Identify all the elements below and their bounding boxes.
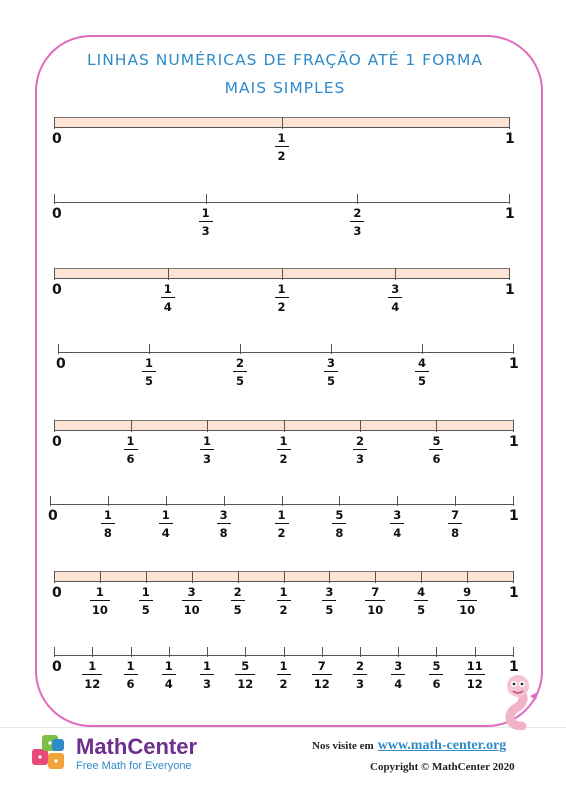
fraction-denominator: 10 [183,603,200,617]
number-line-tick [207,420,208,432]
fraction-denominator: 4 [393,526,402,540]
start-label: 0 [52,131,62,147]
fraction-label [447,585,487,617]
fraction-numerator: 2 [353,206,362,220]
fraction-denominator: 3 [202,452,211,466]
fraction-numerator: 1 [163,282,172,296]
number-line-tick [54,647,55,657]
fraction-denominator: 12 [313,677,330,691]
fraction-numerator: 4 [417,585,426,599]
number-line-tick [513,571,514,583]
number-line-tick [509,268,510,280]
fraction-denominator: 12 [237,677,254,691]
fraction-numerator: 2 [355,434,364,448]
number-line-tick [169,647,170,657]
fraction-denominator: 2 [277,300,286,314]
number-line-axis [58,352,513,353]
end-label: 1 [505,282,515,298]
fraction-bar [233,371,247,372]
fraction-denominator: 5 [144,374,153,388]
start-label: 0 [48,508,58,524]
end-label: 1 [509,434,519,450]
number-line-tick [54,194,55,204]
fraction-label [401,585,441,617]
fraction-label [264,434,304,466]
number-line-tick [282,117,283,129]
fraction-bar [365,600,385,601]
fraction-numerator: 1 [202,659,211,673]
number-line-tick [329,571,330,583]
number-line-tick [54,117,55,129]
fraction-numerator: 2 [355,659,364,673]
fraction-denominator: 12 [84,677,101,691]
fraction-bar [182,600,202,601]
fraction-denominator: 3 [353,224,362,238]
fraction-numerator: 1 [161,508,170,522]
number-line-tick [100,571,101,583]
end-label: 1 [509,585,519,601]
fraction-bar [275,297,289,298]
fraction-label [149,659,189,691]
fraction-label [264,659,304,691]
fraction-bar [448,523,462,524]
end-label: 1 [509,659,519,675]
number-line-tick [92,647,93,657]
number-line-tick [58,344,59,354]
number-line-tick [146,571,147,583]
copyright: Copyright © MathCenter 2020 [370,761,515,773]
fraction-denominator: 10 [367,603,384,617]
fraction-label [225,659,265,691]
fraction-label [375,282,415,314]
fraction-numerator: 5 [432,659,441,673]
number-line-tick [282,496,283,506]
fraction-numerator: 7 [317,659,326,673]
fraction-label [416,659,456,691]
fraction-bar [324,371,338,372]
number-line-tick [513,420,514,432]
fraction-bar [90,600,110,601]
fraction-numerator: 1 [279,659,288,673]
fraction-bar [391,674,405,675]
fraction-bar [465,674,485,675]
fraction-label [262,131,302,163]
fraction-bar [415,371,429,372]
fraction-denominator: 4 [394,677,403,691]
website-link[interactable]: www.math-center.org [377,738,507,753]
number-line-axis [54,202,509,203]
fraction-numerator: 3 [391,282,400,296]
fraction-label [148,282,188,314]
fraction-numerator: 5 [241,659,250,673]
fraction-denominator: 2 [279,603,288,617]
start-label: 0 [52,659,62,675]
fraction-denominator: 8 [335,526,344,540]
fraction-numerator: 1 [164,659,173,673]
fraction-denominator: 8 [103,526,112,540]
title-line-2: MAIS SIMPLES [224,79,346,97]
fraction-denominator: 2 [277,526,286,540]
number-line-tick [436,420,437,432]
fraction-bar [101,523,115,524]
start-label: 0 [52,282,62,298]
fraction-label [187,659,227,691]
number-line-tick [422,344,423,354]
end-label: 1 [509,508,519,524]
number-line-tick [284,571,285,583]
worm-mascot-icon [492,668,548,730]
fraction-denominator: 6 [126,677,135,691]
fraction-numerator: 2 [235,356,244,370]
fraction-bar [277,674,291,675]
number-line-tick [50,496,51,506]
fraction-bar [199,221,213,222]
fraction-bar [235,674,255,675]
fraction-label [378,659,418,691]
fraction-bar [159,523,173,524]
fraction-numerator: 3 [187,585,196,599]
fraction-numerator: 2 [233,585,242,599]
fraction-bar [200,674,214,675]
fraction-label [126,585,166,617]
fraction-label [218,585,258,617]
fraction-numerator: 3 [219,508,228,522]
fraction-label [111,659,151,691]
number-line-tick [207,647,208,657]
number-line-tick [513,647,514,657]
fraction-denominator: 5 [325,603,334,617]
number-line-tick [398,647,399,657]
fraction-denominator: 8 [451,526,460,540]
number-line-tick [360,647,361,657]
fraction-numerator: 3 [326,356,335,370]
number-line-tick [513,344,514,354]
fraction-numerator: 1 [126,434,135,448]
title-line-1: LINHAS NUMÉRICAS DE FRAÇÃO ATÉ 1 FORMA [86,51,484,69]
fraction-bar [322,600,336,601]
fraction-label [340,659,380,691]
fraction-bar [429,449,443,450]
fraction-label [435,508,475,540]
fraction-denominator: 3 [201,224,210,238]
fraction-label [262,508,302,540]
fraction-numerator: 1 [88,659,97,673]
end-label: 1 [509,356,519,372]
brand-name: MathCenter [76,734,198,759]
fraction-denominator: 5 [326,374,335,388]
start-label: 0 [52,206,62,222]
fraction-numerator: 7 [371,585,380,599]
fraction-numerator: 7 [451,508,460,522]
fraction-label [355,585,395,617]
fraction-denominator: 3 [355,452,364,466]
number-line-tick [284,647,285,657]
fraction-bar [353,674,367,675]
fraction-denominator: 6 [432,677,441,691]
fraction-bar [350,221,364,222]
number-line-tick [168,268,169,280]
fraction-bar [142,371,156,372]
fraction-bar [124,674,138,675]
number-line-tick [509,117,510,129]
fraction-bar [161,297,175,298]
number-line-tick [224,496,225,506]
fraction-denominator: 6 [432,452,441,466]
fraction-numerator: 3 [394,659,403,673]
fraction-denominator: 2 [279,677,288,691]
number-line-tick [131,420,132,432]
fraction-label [311,356,351,388]
end-label: 1 [505,131,515,147]
fraction-label [264,585,304,617]
number-line-tick [149,344,150,354]
number-line-tick [192,571,193,583]
fraction-denominator: 8 [219,526,228,540]
start-label: 0 [52,585,62,601]
fraction-label [172,585,212,617]
fraction-numerator: 3 [393,508,402,522]
fraction-numerator: 3 [325,585,334,599]
fraction-numerator: 1 [95,585,104,599]
fraction-numerator: 1 [202,434,211,448]
fraction-denominator: 6 [126,452,135,466]
fraction-label [377,508,417,540]
visit-text: Nos visite em www.math-center.org [312,738,507,753]
mathcenter-logo-icon [28,731,72,775]
fraction-numerator: 4 [417,356,426,370]
fraction-denominator: 4 [164,677,173,691]
number-line-tick [240,344,241,354]
start-label: 0 [56,356,66,372]
fraction-bar [275,523,289,524]
fraction-denominator: 3 [355,677,364,691]
fraction-bar [275,146,289,147]
number-line-tick [238,571,239,583]
fraction-label [80,585,120,617]
fraction-denominator: 4 [391,300,400,314]
fraction-bar [82,674,102,675]
fraction-denominator: 3 [202,677,211,691]
number-line-tick [331,344,332,354]
start-label: 0 [52,434,62,450]
number-line-tick [54,420,55,432]
fraction-numerator: 1 [277,508,286,522]
number-line-tick [421,571,422,583]
fraction-bar [231,600,245,601]
fraction-numerator: 1 [201,206,210,220]
fraction-bar [277,449,291,450]
fraction-label [129,356,169,388]
fraction-label [309,585,349,617]
number-line-tick [54,571,55,583]
number-line-tick [397,496,398,506]
fraction-numerator: 1 [103,508,112,522]
fraction-label [204,508,244,540]
number-line-tick [455,496,456,506]
fraction-numerator: 1 [279,585,288,599]
fraction-label [220,356,260,388]
number-line-tick [475,647,476,657]
fraction-label [402,356,442,388]
fraction-label [416,434,456,466]
fraction-denominator: 10 [91,603,108,617]
number-line-tick [131,647,132,657]
fraction-denominator: 4 [163,300,172,314]
fraction-denominator: 2 [279,452,288,466]
number-line-tick [357,194,358,204]
fraction-label [262,282,302,314]
fraction-bar [457,600,477,601]
fraction-numerator: 1 [279,434,288,448]
fraction-numerator: 11 [466,659,483,673]
fraction-denominator: 5 [235,374,244,388]
fraction-label [319,508,359,540]
fraction-denominator: 5 [141,603,150,617]
fraction-label [187,434,227,466]
fraction-numerator: 1 [277,282,286,296]
brand-tagline: Free Math for Everyone [76,760,192,772]
fraction-numerator: 1 [126,659,135,673]
fraction-bar [429,674,443,675]
fraction-label [302,659,342,691]
fraction-label [455,659,495,691]
fraction-denominator: 5 [233,603,242,617]
fraction-label [72,659,112,691]
fraction-denominator: 4 [161,526,170,540]
fraction-bar [200,449,214,450]
fraction-denominator: 10 [459,603,476,617]
fraction-bar [217,523,231,524]
fraction-label [340,434,380,466]
number-line-tick [284,420,285,432]
number-line-tick [395,268,396,280]
fraction-denominator: 5 [417,374,426,388]
fraction-bar [124,449,138,450]
fraction-numerator: 1 [144,356,153,370]
number-line-tick [509,194,510,204]
fraction-label [146,508,186,540]
end-label: 1 [505,206,515,222]
number-line-tick [282,268,283,280]
fraction-numerator: 5 [335,508,344,522]
fraction-bar [390,523,404,524]
number-line-tick [108,496,109,506]
fraction-bar [388,297,402,298]
number-line-tick [360,420,361,432]
fraction-label [337,206,377,238]
number-line-tick [166,496,167,506]
fraction-bar [277,600,291,601]
fraction-numerator: 1 [141,585,150,599]
number-line-tick [467,571,468,583]
number-line-tick [436,647,437,657]
footer-divider [0,727,566,728]
fraction-denominator: 2 [277,149,286,163]
fraction-bar [139,600,153,601]
fraction-numerator: 1 [277,131,286,145]
fraction-label [88,508,128,540]
fraction-numerator: 9 [463,585,472,599]
number-line-tick [322,647,323,657]
number-line-tick [245,647,246,657]
fraction-denominator: 5 [417,603,426,617]
fraction-label [186,206,226,238]
number-line-tick [375,571,376,583]
fraction-numerator: 5 [432,434,441,448]
fraction-bar [353,449,367,450]
fraction-bar [312,674,332,675]
number-line-tick [339,496,340,506]
number-line-tick [513,496,514,506]
number-line-tick [54,268,55,280]
fraction-bar [162,674,176,675]
fraction-bar [332,523,346,524]
number-line-tick [206,194,207,204]
fraction-label [111,434,151,466]
fraction-bar [414,600,428,601]
fraction-denominator: 12 [466,677,483,691]
